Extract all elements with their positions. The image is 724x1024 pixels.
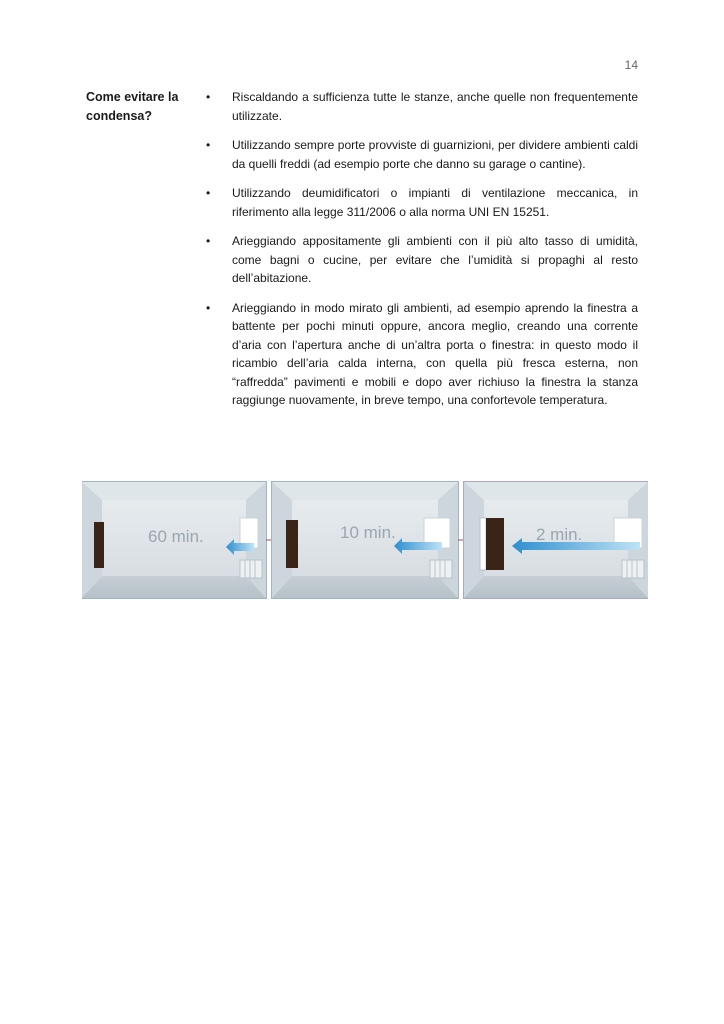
ventilation-illustration: [82, 480, 648, 600]
bullet-icon: •: [206, 138, 211, 152]
room-panel-2: [272, 482, 458, 598]
bullet-list: [206, 88, 638, 421]
room-panel-1: [82, 482, 266, 598]
bullet-icon: •: [206, 234, 211, 248]
section-label: Come evitare la condensa?: [86, 90, 179, 123]
radiator-icon: [622, 560, 644, 578]
list-item: [206, 184, 638, 221]
list-item-text: Arieggiando appositamente gli ambienti con il più alto tasso di umidità, come bagni o cucine, per evitare che l’umidità si propaghi al resto dell’abitazione.: [232, 234, 638, 285]
list-item-text: Arieggiando in modo mirato gli ambienti, ad esempio aprendo la finestra a battente per pochi minuti oppure, ancora meglio, creando una corrente d’aria con l’apertura anche di un’altra porta o finestra: in questo modo il ricambio dell’aria calda interna, con quella più fresca esterna, non “raffredda” pavimenti e mobili e dopo aver richiuso la finestra la stanza raggiunge nuovamente, in breve tempo, una confortevole temperatura.: [232, 300, 638, 407]
room-2-time-label: 10 min.: [340, 523, 396, 542]
room-1-time-label: 60 min.: [148, 527, 204, 546]
list-item: [206, 232, 638, 288]
list-item-text: Utilizzando deumidificatori o impianti di ventilazione meccanica, in riferimento alla legge 311/2006 o alla norma UNI EN 15251.: [232, 186, 638, 219]
door-icon: [286, 520, 298, 568]
room-panel-3: [464, 482, 648, 598]
page-number: 14: [624, 58, 638, 72]
list-item: [206, 299, 638, 410]
open-door-leaf: [480, 518, 486, 570]
bullet-icon: •: [206, 186, 211, 200]
bullet-icon: •: [206, 300, 211, 315]
radiator-icon: [430, 560, 452, 578]
radiator-icon: [240, 560, 262, 578]
list-item-text: Riscaldando a sufficienza tutte le stanze, anche quelle non frequentemente utilizzate.: [232, 90, 638, 123]
list-item: [206, 136, 638, 173]
list-item-text: Utilizzando sempre porte provviste di guarnizioni, per dividere ambienti caldi da quelli freddi (ad esempio porte che danno su garage o cantine).: [232, 138, 638, 171]
door-icon: [486, 518, 504, 570]
room-3-time-label: 2 min.: [536, 525, 583, 544]
door-icon: [94, 522, 104, 568]
bullet-icon: •: [206, 90, 211, 104]
list-item: [206, 88, 638, 125]
